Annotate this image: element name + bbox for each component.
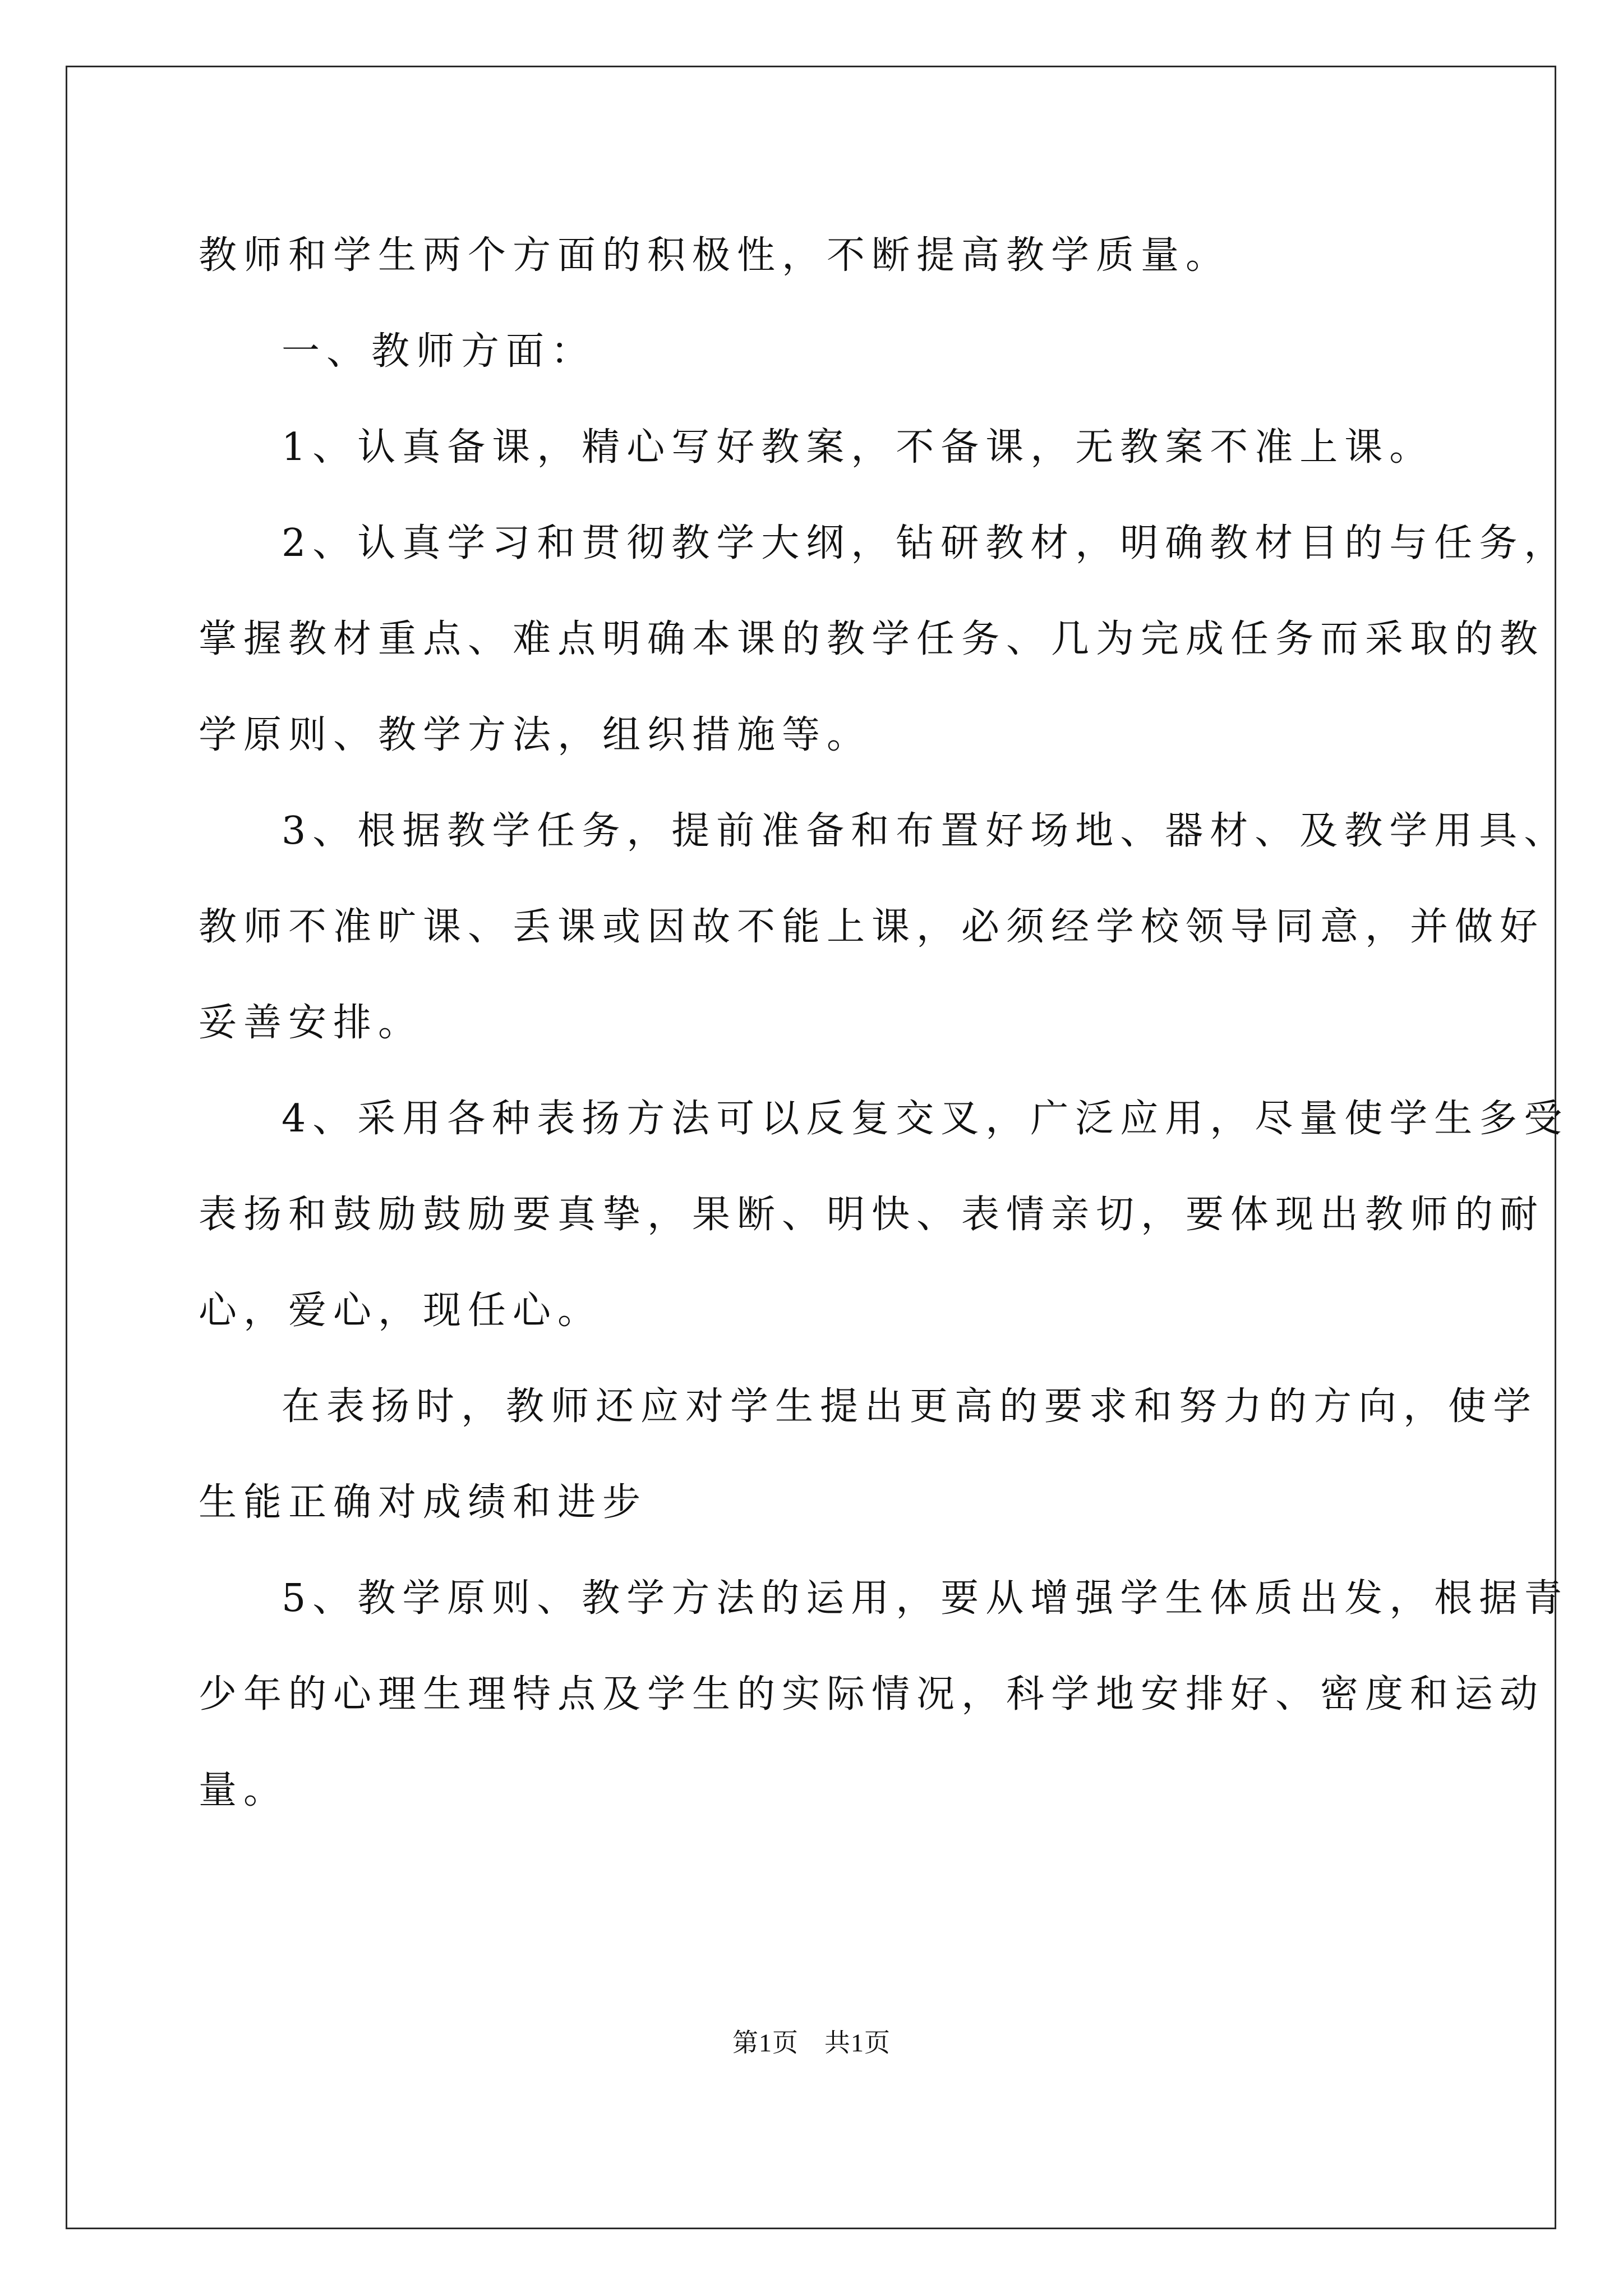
section-heading: 一、教师方面： bbox=[282, 329, 596, 374]
text-line: 5、教学原则、教学方法的运用，要从增强学生体质出发，根据青 bbox=[282, 1576, 1569, 1621]
text-line: 少年的心理生理特点及学生的实际情况，科学地安排好、密度和运动 bbox=[199, 1672, 1545, 1717]
page-number: 第1页 bbox=[732, 2028, 799, 2057]
page-total: 共1页 bbox=[824, 2028, 891, 2057]
text-line: 表扬和鼓励鼓励要真挚，果断、明快、表情亲切，要体现出教师的耐 bbox=[199, 1193, 1545, 1237]
text-line: 生能正确对成绩和进步 bbox=[199, 1480, 648, 1525]
text-line: 2、认真学习和贯彻教学大纲，钻研教材，明确教材目的与任务， bbox=[282, 521, 1569, 565]
text-line: 量。 bbox=[199, 1768, 289, 1812]
text-line: 妥善安排。 bbox=[199, 1001, 423, 1045]
text-line: 心，爱心，现任心。 bbox=[199, 1289, 603, 1333]
text-line: 在表扬时，教师还应对学生提出更高的要求和努力的方向，使学 bbox=[282, 1384, 1538, 1429]
page-footer bbox=[0, 2022, 1623, 2059]
document-body bbox=[199, 208, 1569, 1838]
text-line: 学原则、教学方法，组织措施等。 bbox=[199, 713, 872, 757]
text-line: 3、根据教学任务，提前准备和布置好场地、器材、及教学用具、 bbox=[282, 809, 1569, 853]
text-line: 4、采用各种表扬方法可以反复交叉，广泛应用，尽量使学生多受 bbox=[282, 1097, 1569, 1141]
text-line: 掌握教材重点、难点明确本课的教学任务、几为完成任务而采取的教 bbox=[199, 617, 1545, 661]
text-line: 教师和学生两个方面的积极性，不断提高教学质量。 bbox=[199, 233, 1231, 278]
text-line: 教师不准旷课、丢课或因故不能上课，必须经学校领导同意，并做好 bbox=[199, 905, 1545, 949]
text-line: 1、认真备课，精心写好教案，不备课，无教案不准上课。 bbox=[282, 425, 1435, 470]
